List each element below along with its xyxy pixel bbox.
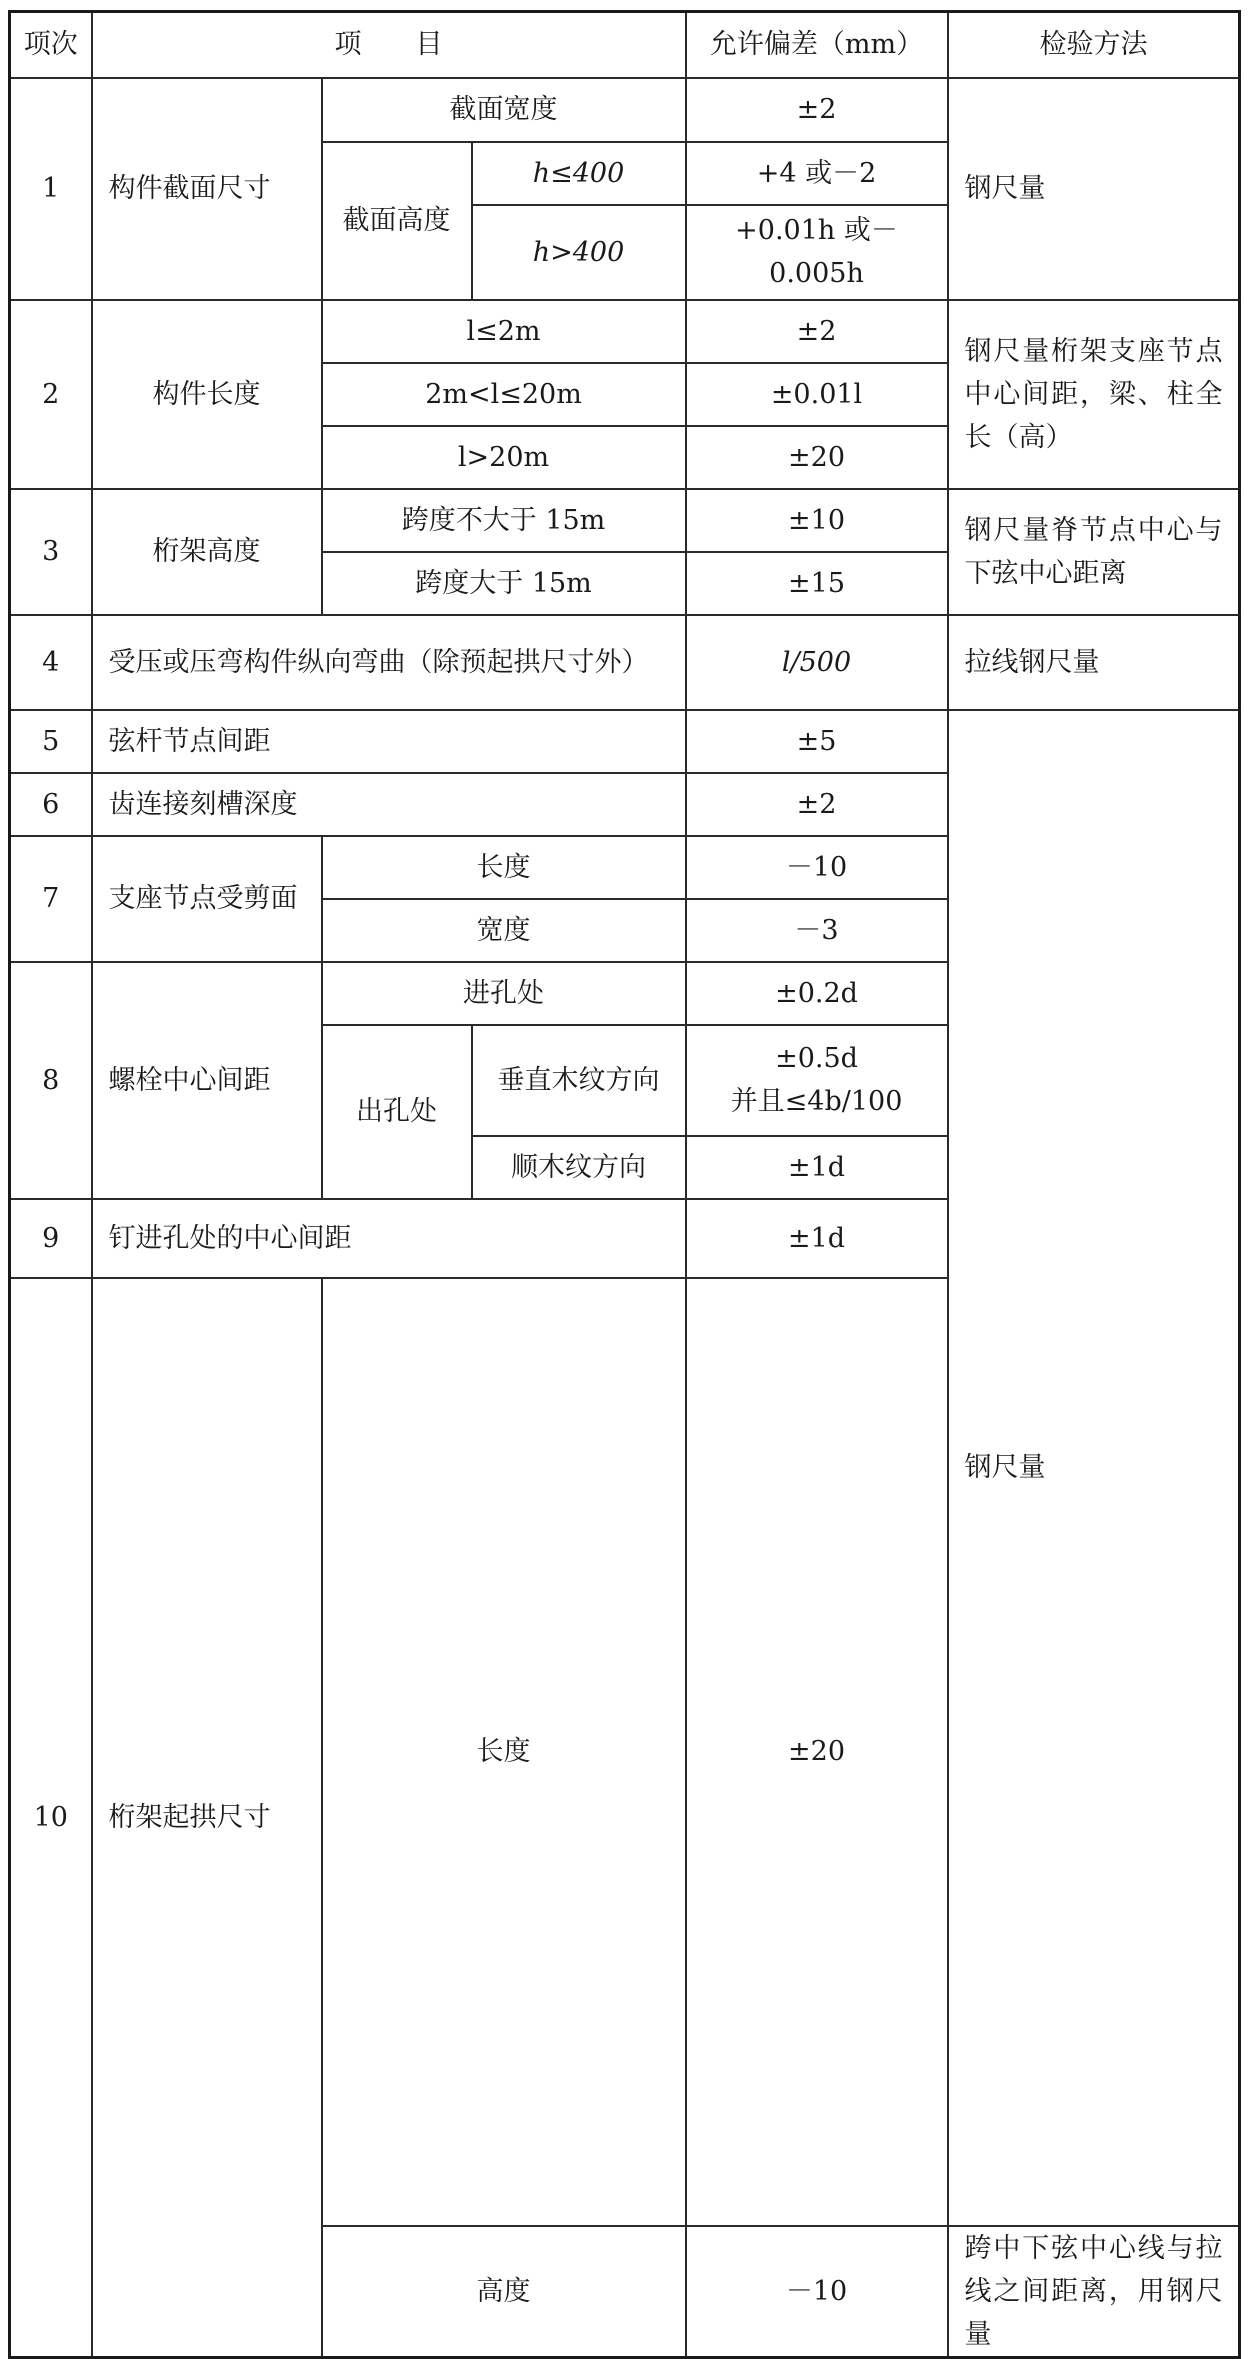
sub-item: 跨度大于 15m	[322, 552, 686, 615]
header-tolerance: 允许偏差（mm）	[686, 12, 948, 78]
tolerance-value: －10	[686, 836, 948, 899]
sub-item: 2m<l≤20m	[322, 363, 686, 426]
sub-item: 高度	[322, 2226, 686, 2358]
table-row	[10, 300, 1240, 363]
row-no: 4	[10, 615, 92, 710]
method-cell: 钢尺量	[948, 710, 1240, 2226]
row-item: 桁架高度	[92, 489, 322, 615]
sub-item: 截面宽度	[322, 78, 686, 142]
table-row	[10, 710, 1240, 773]
tolerance-value: ±0.2d	[686, 962, 948, 1025]
header-row	[10, 12, 1240, 78]
row-no: 5	[10, 710, 92, 773]
tolerance-value: ±20	[686, 1278, 948, 2226]
row-item: 螺栓中心间距	[92, 962, 322, 1199]
condition: 垂直木纹方向	[472, 1025, 686, 1136]
method-cell: 钢尺量脊节点中心与下弦中心距离	[948, 489, 1240, 615]
tolerance-value: ±1d	[686, 1199, 948, 1278]
row-item: 弦杆节点间距	[92, 710, 686, 773]
row-item: 受压或压弯构件纵向弯曲（除预起拱尺寸外）	[92, 615, 686, 710]
row-item: 构件截面尺寸	[92, 78, 322, 300]
tolerance-value: ±5	[686, 710, 948, 773]
header-method: 检验方法	[948, 12, 1240, 78]
tolerance-value: +0.01h 或－0.005h	[686, 205, 948, 300]
sub-item: 进孔处	[322, 962, 686, 1025]
sub-item: 宽度	[322, 899, 686, 962]
tolerance-value: ±1d	[686, 1136, 948, 1199]
tolerance-table	[8, 10, 1241, 2359]
row-item: 支座节点受剪面	[92, 836, 322, 962]
condition: 顺木纹方向	[472, 1136, 686, 1199]
tolerance-table-sheet	[8, 10, 1238, 2359]
tolerance-value: －3	[686, 899, 948, 962]
row-no: 6	[10, 773, 92, 836]
tolerance-line-1: ±0.5d	[775, 1043, 858, 1074]
tolerance-value: －10	[686, 2226, 948, 2358]
method-cell: 跨中下弦中心线与拉线之间距离，用钢尺量	[948, 2226, 1240, 2358]
method-cell: 钢尺量	[948, 78, 1240, 300]
row-no: 1	[10, 78, 92, 300]
method-cell: 拉线钢尺量	[948, 615, 1240, 710]
tolerance-value	[686, 1025, 948, 1136]
tolerance-value: ±20	[686, 426, 948, 489]
sub-item: 截面高度	[322, 142, 472, 300]
row-item: 钉进孔处的中心间距	[92, 1199, 686, 1278]
tolerance-value: ±2	[686, 300, 948, 363]
tolerance-line-2: 并且≤4b/100	[730, 1086, 903, 1117]
row-item: 齿连接刻槽深度	[92, 773, 686, 836]
row-no: 3	[10, 489, 92, 615]
row-no: 2	[10, 300, 92, 489]
sub-item: 长度	[322, 1278, 686, 2226]
sub-item: 跨度不大于 15m	[322, 489, 686, 552]
sub-item: 出孔处	[322, 1025, 472, 1199]
tolerance-value: ±2	[686, 78, 948, 142]
condition: h>400	[472, 205, 686, 300]
row-item: 构件长度	[92, 300, 322, 489]
table-row	[10, 489, 1240, 552]
header-item: 项 目	[92, 12, 686, 78]
row-no: 9	[10, 1199, 92, 1278]
tolerance-value: ±10	[686, 489, 948, 552]
sub-item: 长度	[322, 836, 686, 899]
header-no: 项次	[10, 12, 92, 78]
tolerance-value: ±2	[686, 773, 948, 836]
method-cell: 钢尺量桁架支座节点中心间距，梁、柱全长（高）	[948, 300, 1240, 489]
condition: h≤400	[472, 142, 686, 205]
tolerance-value: +4 或－2	[686, 142, 948, 205]
sub-item: l≤2m	[322, 300, 686, 363]
sub-item: l>20m	[322, 426, 686, 489]
row-item: 桁架起拱尺寸	[92, 1278, 322, 2358]
row-no: 10	[10, 1278, 92, 2358]
table-row	[10, 615, 1240, 710]
table-row	[10, 78, 1240, 142]
tolerance-value: ±15	[686, 552, 948, 615]
tolerance-value: ±0.01l	[686, 363, 948, 426]
row-no: 8	[10, 962, 92, 1199]
tolerance-value: l/500	[686, 615, 948, 710]
row-no: 7	[10, 836, 92, 962]
